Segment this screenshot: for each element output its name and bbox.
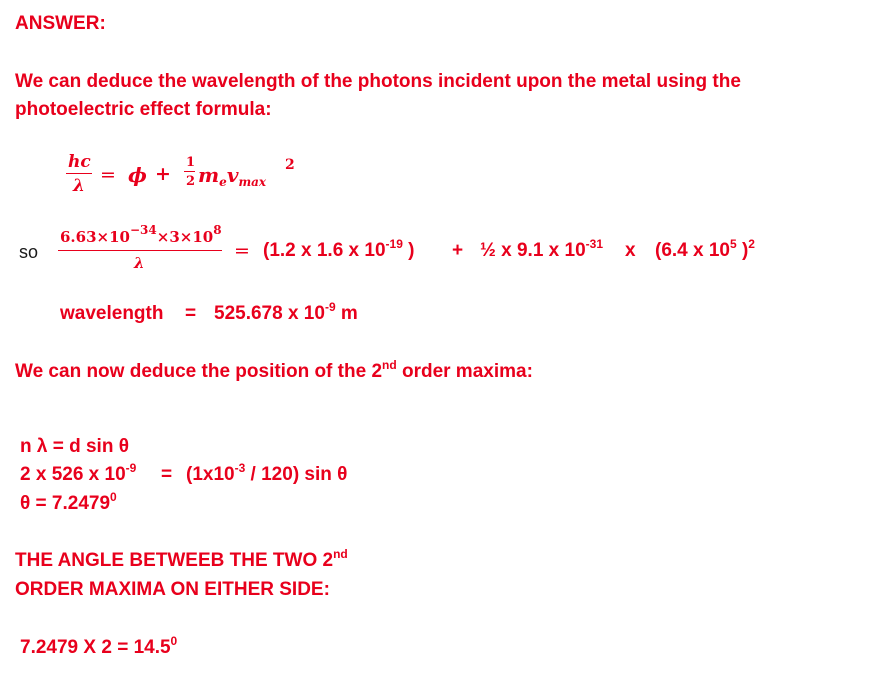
formula-lambda: λ	[73, 176, 85, 196]
wavelength-equals: =	[185, 303, 197, 324]
calc-equals: =	[234, 240, 250, 262]
grating-line2-c: / 120) sin θ	[245, 464, 348, 485]
formula-power: 2	[285, 157, 295, 173]
calc-plus: +	[452, 240, 464, 261]
angle-heading-line-2: ORDER MAXIMA ON EITHER SIDE:	[15, 579, 330, 600]
grating-line-2-equals: =	[161, 464, 173, 485]
calc-term-1	[263, 237, 415, 262]
calc-term-2	[480, 237, 603, 262]
formula-v: v	[226, 163, 239, 187]
wavelength-label: wavelength	[60, 303, 164, 324]
wavelength-value	[214, 300, 358, 325]
calc-so: so	[19, 242, 39, 262]
intro-line-1: We can deduce the wavelength of the photons incident upon the metal using the	[15, 71, 741, 92]
calc-term2-a: ½ x 9.1 x 10	[480, 240, 586, 261]
wavelength-value-base: 525.678 x 10	[214, 303, 325, 324]
grating-line3-sup: 0	[110, 490, 117, 504]
grating-line-2	[20, 461, 137, 486]
wavelength-exp: -9	[324, 300, 336, 314]
calc-num-b: ×3×10	[156, 228, 214, 246]
calc-term3-b: )	[736, 240, 749, 261]
calc-num-a-exp: −34	[129, 223, 157, 237]
calc-fraction-bar	[58, 250, 222, 251]
formula-me	[198, 163, 266, 187]
grating-line-2-rhs	[186, 461, 348, 486]
formula-m-sub: e	[219, 175, 227, 189]
formula-fraction-bar	[66, 173, 92, 174]
formula-hc: hc	[68, 152, 91, 172]
wavelength-unit: m	[335, 303, 358, 324]
formula-equals: =	[100, 164, 116, 186]
calc-term1-b: )	[402, 240, 415, 261]
grating-line3-a: θ = 7.2479	[20, 493, 111, 514]
calc-term1-exp: -19	[385, 237, 403, 251]
calc-term1-a: (1.2 x 1.6 x 10	[263, 240, 386, 261]
second-order-sup: nd	[382, 358, 397, 372]
grating-line2-exp: -9	[125, 461, 137, 475]
grating-line-1: n λ = d sin θ	[20, 436, 129, 457]
second-order-text-a: We can now deduce the position of the 2	[15, 361, 383, 382]
calc-term3-a: (6.4 x 10	[655, 240, 730, 261]
grating-line2-a: 2 x 526 x 10	[20, 464, 126, 485]
calc-term3-exp: 5	[730, 237, 737, 251]
angle-heading-line1-a: THE ANGLE BETWEEB THE TWO 2	[15, 550, 334, 571]
grating-line-3	[20, 490, 117, 515]
calc-term-3	[655, 237, 755, 262]
formula-half-den: 2	[186, 174, 196, 189]
grating-line2-b: (1x10	[186, 464, 235, 485]
formula-half-num: 1	[186, 155, 196, 170]
formula-plus: +	[155, 163, 171, 185]
second-order-text-b: order maxima:	[396, 361, 533, 382]
angle-heading-line-1	[15, 547, 348, 572]
calc-term3-pow: 2	[748, 237, 755, 251]
second-order-intro	[15, 358, 533, 383]
angle-heading-line1-sup: nd	[333, 547, 348, 561]
final-answer-sup: 0	[170, 634, 178, 648]
formula-phi: ϕ	[128, 163, 147, 187]
formula-v-sub: max	[238, 175, 267, 189]
calc-numerator	[60, 223, 222, 246]
formula-m: m	[198, 163, 220, 187]
calc-denominator: λ	[134, 254, 145, 272]
intro-line-2: photoelectric effect formula:	[15, 99, 272, 120]
formula-half-bar	[184, 171, 195, 172]
calc-times: x	[625, 240, 636, 261]
calc-num-b-exp: 8	[213, 223, 222, 237]
calc-term2-exp: -31	[585, 237, 603, 251]
grating-line2-exp2: -3	[234, 461, 246, 475]
answer-heading: ANSWER:	[15, 13, 106, 34]
final-answer	[20, 634, 178, 659]
final-answer-text: 7.2479 X 2 = 14.5	[20, 637, 171, 658]
calc-num-a: 6.63×10	[60, 228, 130, 246]
